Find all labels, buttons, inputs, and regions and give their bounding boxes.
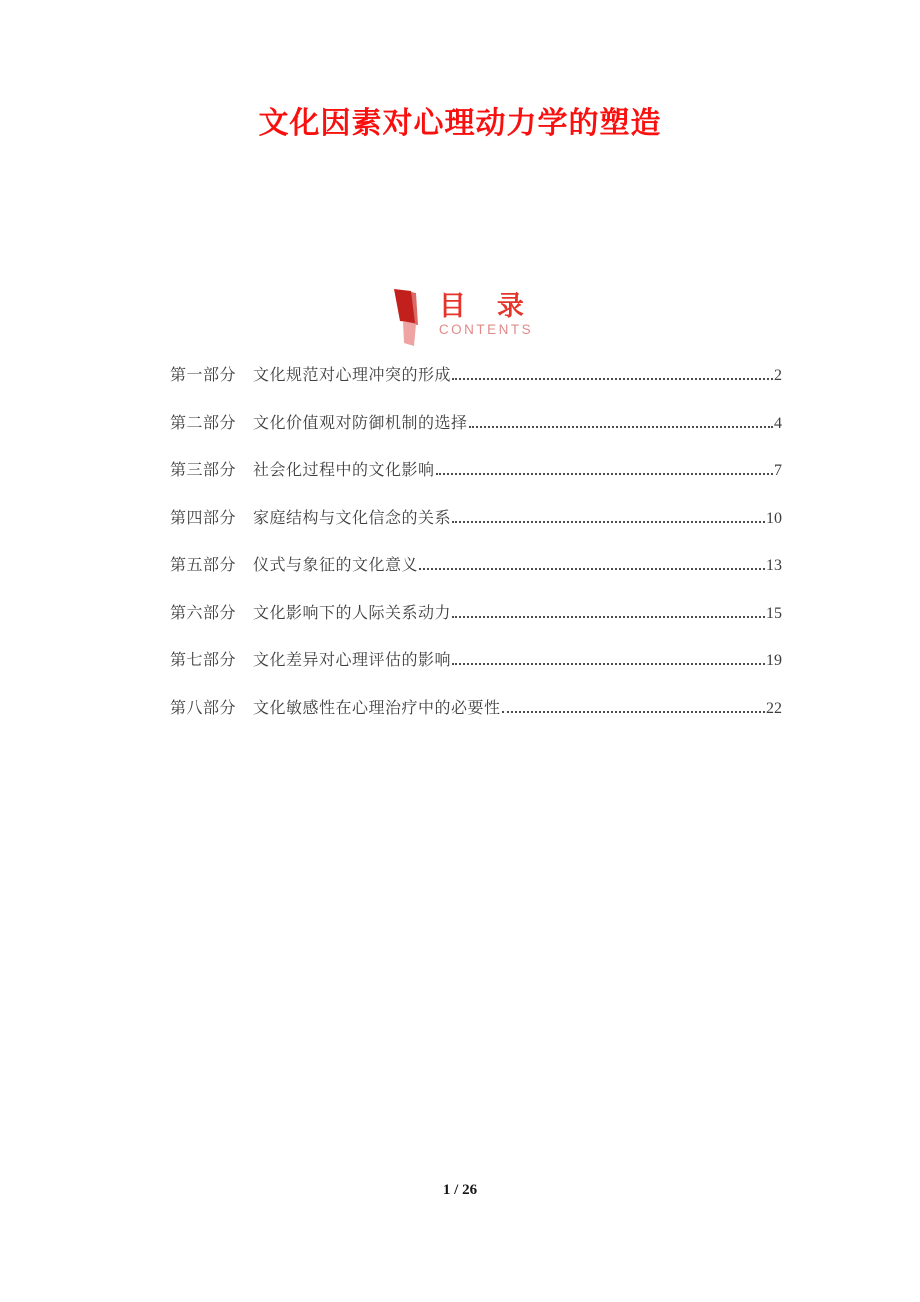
- page-number-indicator: 1 / 26: [442, 1182, 478, 1198]
- toc-page-number: 7: [774, 462, 782, 479]
- toc-page-number: 2: [774, 367, 782, 384]
- toc-entry[interactable]: [170, 699, 782, 719]
- toc-entry-title: 仪式与象征的文化意义: [253, 557, 419, 574]
- dotted-leader: [452, 663, 765, 665]
- toc-part-label: 第四部分: [170, 509, 237, 527]
- toc-entry-title: 文化规范对心理冲突的形成: [253, 367, 452, 384]
- document-title: 文化因素对心理动力学的塑造: [258, 107, 662, 140]
- toc-page-number: 15: [766, 604, 782, 622]
- toc-page-number: 19: [766, 652, 782, 669]
- toc-page-number: 13: [766, 557, 782, 574]
- toc-part-label: 第一部分: [170, 367, 237, 384]
- toc-entry[interactable]: [170, 556, 782, 576]
- toc-ribbon-icon: [387, 287, 429, 349]
- toc-header: [0, 287, 920, 349]
- dotted-leader: [452, 378, 773, 380]
- toc-entry-title: 文化影响下的人际关系动力: [253, 604, 452, 622]
- toc-entry[interactable]: [170, 461, 782, 481]
- toc-part-label: 第五部分: [170, 557, 237, 574]
- dotted-leader: [502, 711, 765, 713]
- toc-entry[interactable]: [170, 509, 782, 529]
- toc-entry-title: 文化敏感性在心理治疗中的必要性: [253, 699, 501, 717]
- toc-list: [170, 366, 782, 746]
- toc-part-label: 第八部分: [170, 699, 237, 717]
- toc-part-label: 第三部分: [170, 462, 237, 479]
- dotted-leader: [469, 426, 773, 428]
- toc-entry[interactable]: [170, 604, 782, 624]
- toc-part-label: 第七部分: [170, 652, 237, 669]
- toc-part-label: 第二部分: [170, 414, 237, 432]
- toc-heading: 目 录: [438, 291, 526, 321]
- toc-subheading: CONTENTS: [438, 322, 534, 337]
- dotted-leader: [452, 521, 765, 523]
- toc-entry-title: 家庭结构与文化信念的关系: [253, 509, 452, 527]
- dotted-leader: [452, 616, 765, 618]
- dotted-leader: [436, 473, 773, 475]
- toc-page-number: 4: [774, 414, 782, 432]
- toc-heading-group: [439, 287, 533, 338]
- toc-page-number: 22: [766, 699, 782, 717]
- dotted-leader: [419, 568, 765, 570]
- toc-part-label: 第六部分: [170, 604, 237, 622]
- toc-entry-title: 文化价值观对防御机制的选择: [253, 414, 468, 432]
- toc-entry-title: 社会化过程中的文化影响: [253, 462, 435, 479]
- toc-entry-title: 文化差异对心理评估的影响: [253, 652, 452, 669]
- toc-page-number: 10: [766, 509, 782, 527]
- toc-entry[interactable]: [170, 414, 782, 434]
- toc-entry[interactable]: [170, 366, 782, 386]
- toc-entry[interactable]: [170, 651, 782, 671]
